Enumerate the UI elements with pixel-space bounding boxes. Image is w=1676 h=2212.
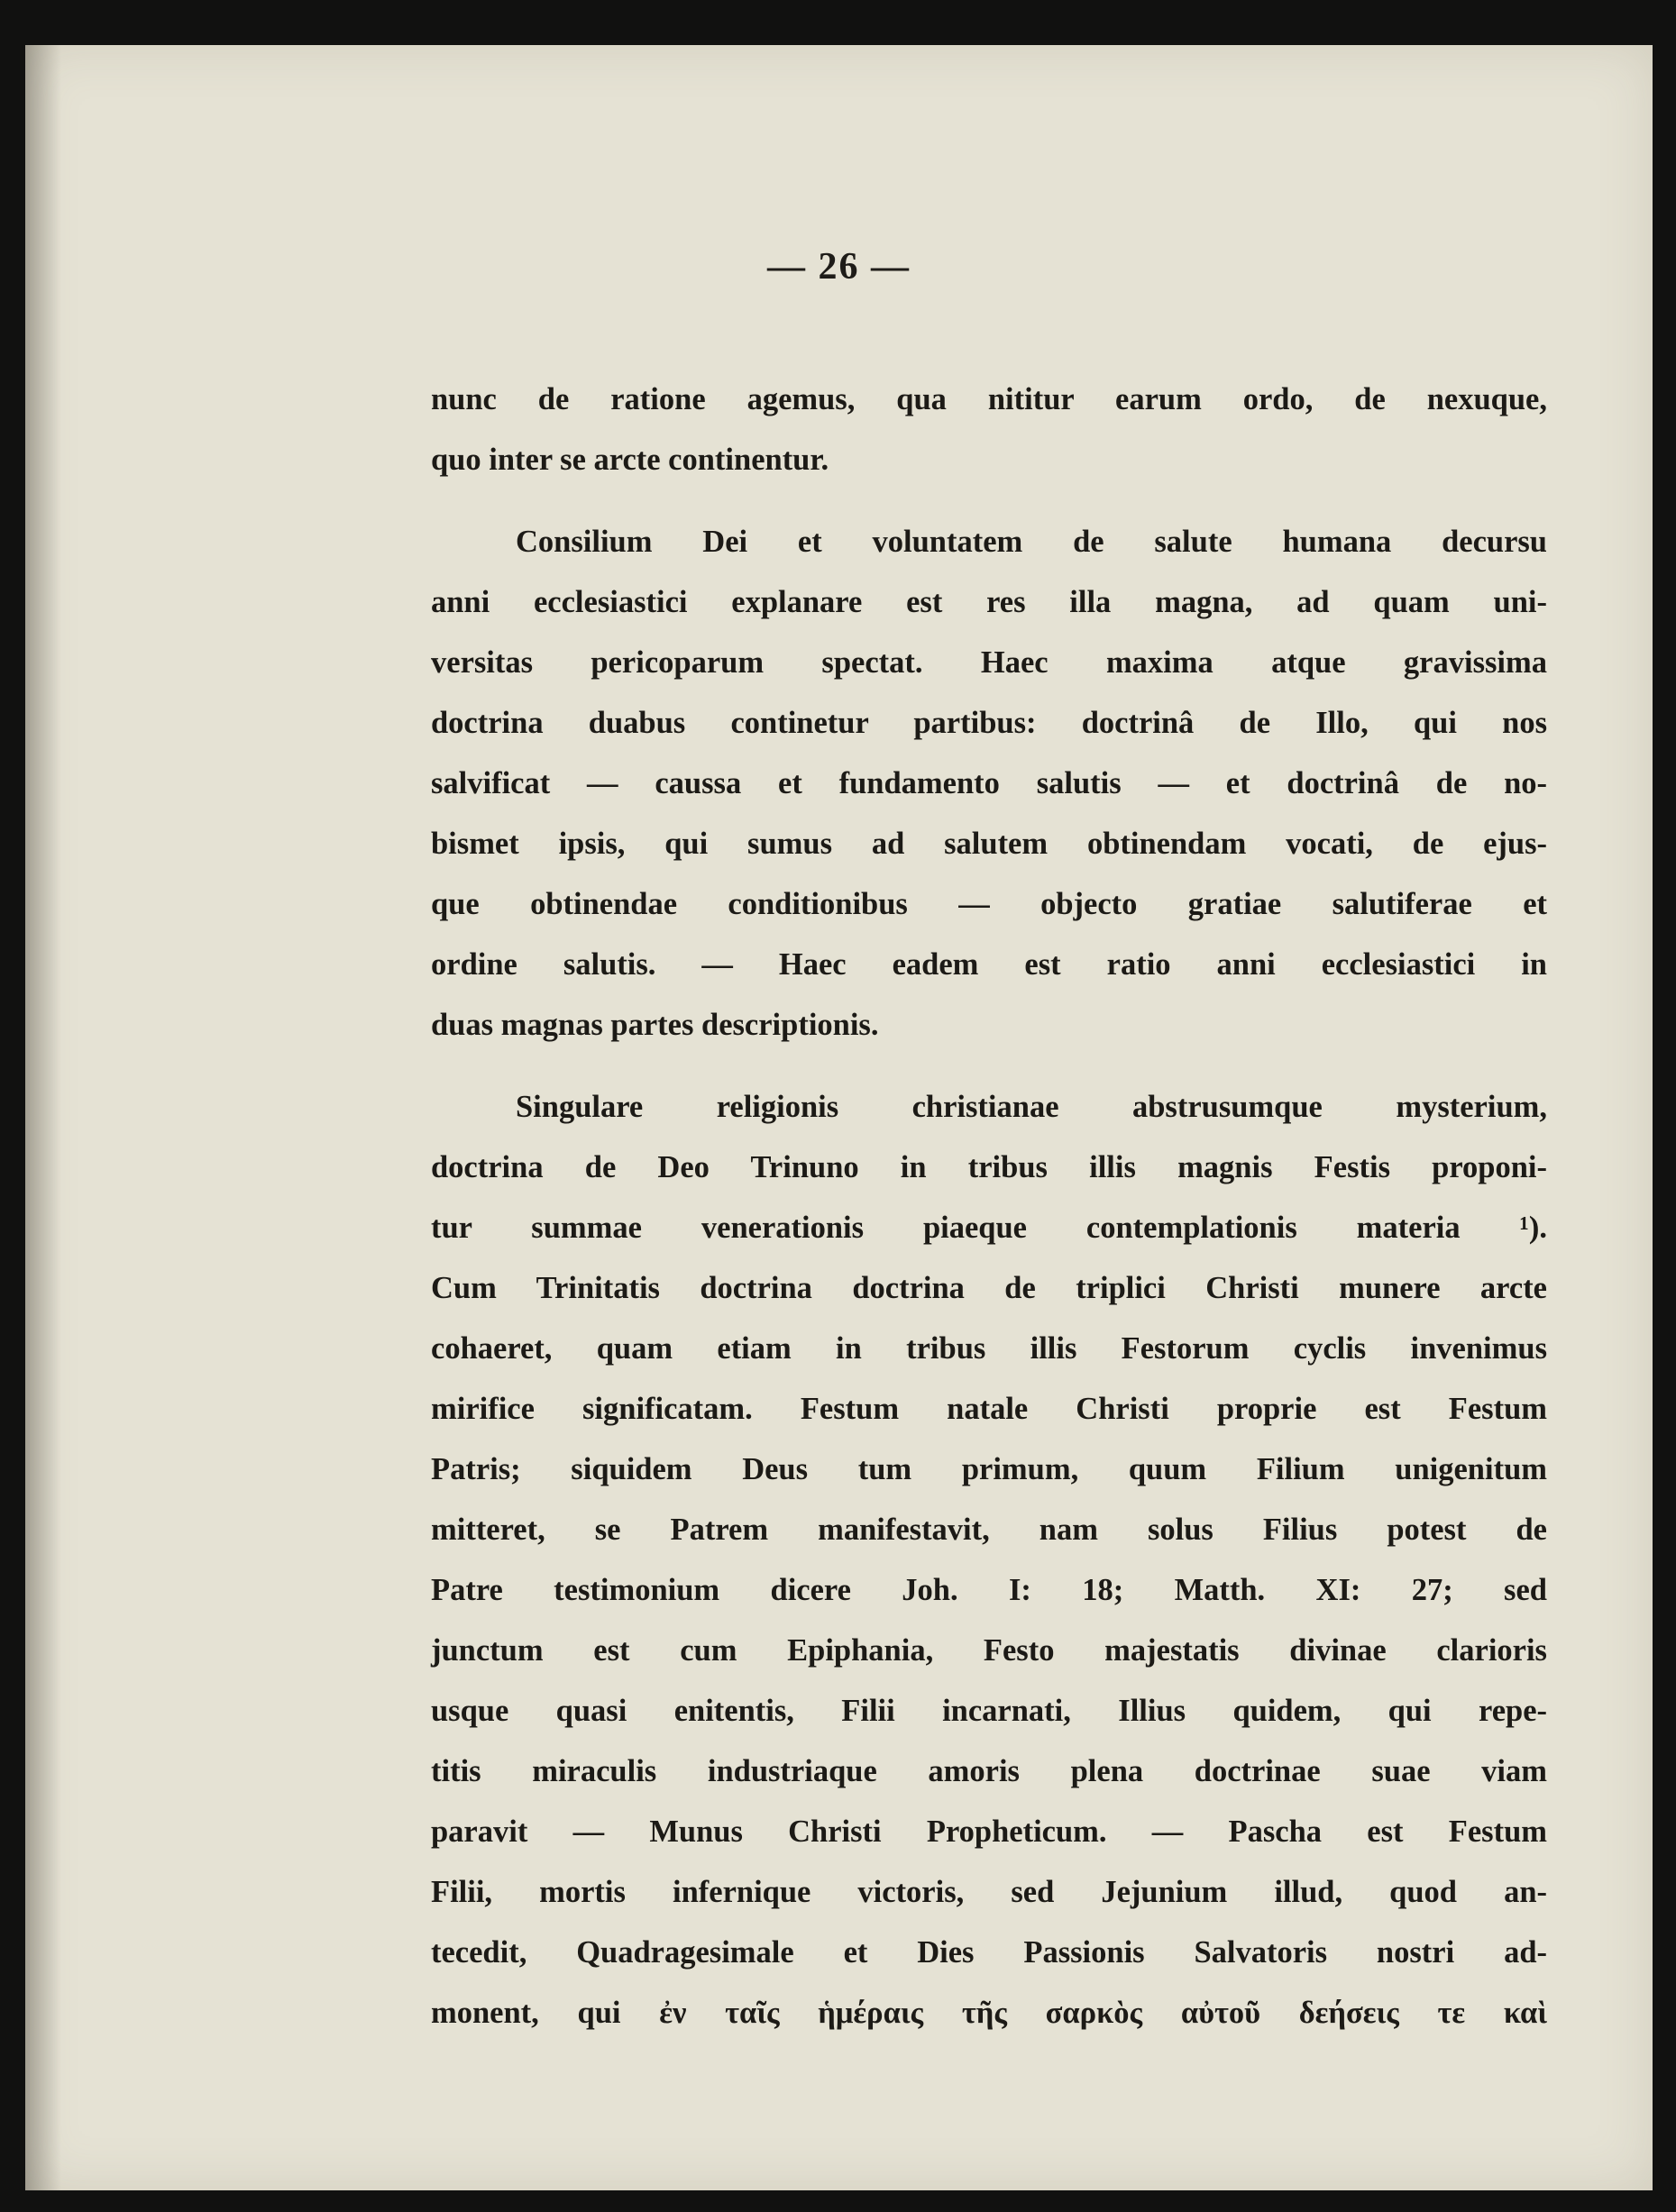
text-line: paravit — Munus Christi Propheticum. — Pascha est Festum: [431, 1814, 1547, 1849]
text-line: usque quasi enitentis, Filii incarnati, Illius quidem, qui repe-: [431, 1694, 1547, 1728]
paragraph-1: [431, 370, 1547, 490]
page-gutter-shadow: [25, 45, 61, 2190]
text-line: mirifice significatam. Festum natale Christi proprie est Festum: [431, 1392, 1547, 1426]
paragraph-2: [431, 512, 1547, 1056]
text-line: Patris; siquidem Deus tum primum, quum Filium unigenitum: [431, 1452, 1547, 1486]
text-line: duas magnas partes descriptionis.: [431, 1008, 879, 1042]
text-line: Filii, mortis infernique victoris, sed Jejunium illud, quod an-: [431, 1875, 1547, 1909]
text-line: nunc de ratione agemus, qua nititur earum ordo, de nexuque,: [431, 382, 1547, 416]
text-line: Consilium Dei et voluntatem de salute humana decursu: [516, 525, 1547, 559]
text-line: cohaeret, quam etiam in tribus illis Festorum cyclis invenimus: [431, 1331, 1547, 1366]
text-line: tecedit, Quadragesimale et Dies Passionis Salvatoris nostri ad-: [431, 1935, 1547, 1970]
text-line: titis miraculis industriaque amoris plena doctrinae suae viam: [431, 1754, 1547, 1788]
text-line: doctrina duabus continetur partibus: doctrinâ de Illo, qui nos: [431, 706, 1547, 740]
text-line: monent, qui ἐν ταῖς ἡμέραις τῆς σαρκὸς αὐτοῦ δεήσεις τε καὶ: [431, 1996, 1547, 2030]
text-line: salvificat — caussa et fundamento salutis — et doctrinâ de no-: [431, 766, 1547, 800]
text-line: Cum Trinitatis doctrina doctrina de triplici Christi munere arcte: [431, 1271, 1547, 1305]
text-line: tur summae venerationis piaeque contemplationis materia ¹).: [431, 1211, 1547, 1245]
page-number: — 26 —: [767, 246, 911, 288]
text-line: Patre testimonium dicere Joh. I: 18; Matth. XI: 27; sed: [431, 1573, 1547, 1607]
book-page: [25, 45, 1653, 2190]
text-line: ordine salutis. — Haec eadem est ratio anni ecclesiastici in: [431, 947, 1547, 982]
text-line: bismet ipsis, qui sumus ad salutem obtinendam vocati, de ejus-: [431, 827, 1547, 861]
text-line: versitas pericoparum spectat. Haec maxima atque gravissima: [431, 645, 1547, 680]
text-line: quo inter se arcte continentur.: [431, 443, 829, 477]
text-line: doctrina de Deo Trinuno in tribus illis magnis Festis proponi-: [431, 1150, 1547, 1184]
text-line: anni ecclesiastici explanare est res illa magna, ad quam uni-: [431, 585, 1547, 619]
text-line: junctum est cum Epiphania, Festo majestatis divinae clarioris: [431, 1633, 1547, 1668]
body-text: [431, 370, 1547, 2043]
text-line: que obtinendae conditionibus — objecto gratiae salutiferae et: [431, 887, 1547, 921]
text-line: mitteret, se Patrem manifestavit, nam solus Filius potest de: [431, 1513, 1547, 1547]
paragraph-3: [431, 1077, 1547, 2043]
text-line: Singulare religionis christianae abstrusumque mysterium,: [516, 1090, 1547, 1124]
